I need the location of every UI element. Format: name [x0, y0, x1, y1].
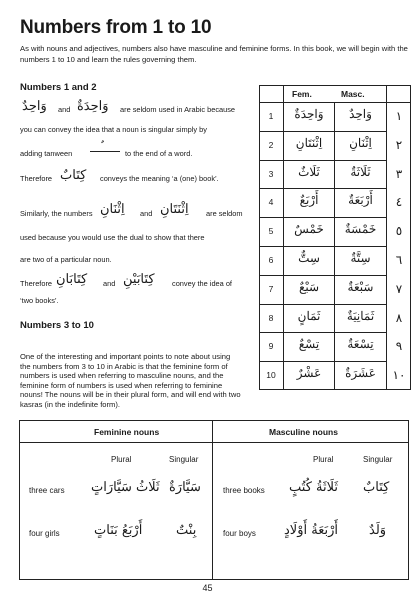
col-masc-header: Masc.	[341, 89, 365, 99]
row-masc: ثَمَانِيَةٌ	[346, 308, 375, 323]
row-fem: اِثْنَتَانِ	[295, 135, 323, 150]
section-paragraph-3-10: One of the interesting and important points to note about using the numbers from 3 to 10 in Arabic is that the feminine form of numbers is used when referring to masculine nouns, and the feminine form of numbers is used when referring to feminine nouns! The nouns will be in their plural form, and will end with two kasras (in the indefinite form).	[20, 352, 241, 409]
row-divider	[259, 217, 387, 218]
text-conveys-1: conveys the meaning ‘a (one) book’.	[100, 174, 219, 183]
text-similarly: Similarly, the numbers	[20, 209, 93, 218]
row-indic-numeral: ١٠	[392, 368, 406, 383]
row-fem: سَبْعٌ	[298, 279, 320, 294]
text-therefore-2: Therefore	[20, 279, 53, 288]
masc-row2-plural: أَرْبَعَةُ أَوْلَادٍ	[284, 523, 338, 538]
fem-plural-label: Plural	[111, 455, 132, 464]
text-and-3: and	[103, 279, 116, 288]
intro-paragraph: As with nouns and adjectives, numbers also have masculine and feminine forms. In this book, we will begin with the numbers 1 to 10 and learn the rules governing them.	[20, 44, 408, 64]
text-and: and	[58, 105, 71, 114]
text-convey-2: convey the idea of	[172, 279, 232, 288]
arabic-ithnani: اِثْنَانِ	[100, 202, 125, 217]
row-indic-numeral: ٤	[395, 195, 403, 210]
text-line1: are seldom used in Arabic because	[120, 105, 236, 114]
row-masc: وَاحِدٌ	[349, 107, 372, 121]
row-number: 10	[266, 370, 276, 381]
arabic-wahid: وَاحِدٌ	[22, 99, 47, 114]
row-divider	[259, 246, 387, 247]
fem-singular-label: Singular	[169, 455, 199, 464]
row-masc: اِثْنَانِ	[349, 135, 372, 150]
row-number: 1	[268, 111, 274, 121]
row-divider	[259, 160, 387, 161]
row-number: 5	[268, 226, 274, 237]
row-divider	[259, 304, 387, 305]
row-divider	[259, 275, 387, 276]
masculine-nouns-header: Masculine nouns	[269, 427, 338, 437]
text-line2: you can convey the idea that a noun is singular simply by	[20, 125, 207, 134]
fem-row1-en: three cars	[29, 486, 65, 495]
row-number: 7	[268, 283, 274, 294]
row-number: 3	[268, 168, 274, 179]
text-line6: used because you would use the dual to show that there	[20, 233, 205, 242]
row-fem: تِسْعٌ	[298, 337, 320, 352]
row-fem: خَمْسٌ	[294, 222, 324, 237]
masc-row1-singular: كِتَابٌ	[363, 480, 390, 495]
row-number: 8	[268, 312, 274, 323]
row-indic-numeral: ٧	[395, 281, 403, 296]
masc-row1-plural: ثَلَاثَةُ كُتُبٍ	[289, 480, 338, 495]
arabic-kitabayni: كِتَابَيْنِ	[123, 272, 155, 287]
masc-row1-en: three books	[223, 486, 265, 495]
page-title: Numbers from 1 to 10	[20, 17, 212, 38]
row-fem: ثَمَانٍ	[297, 308, 321, 323]
masc-singular-label: Singular	[363, 455, 393, 464]
row-divider	[259, 131, 387, 132]
row-indic-numeral: ٩	[395, 339, 403, 354]
col-fem-header: Fem.	[292, 89, 312, 99]
row-masc: خَمْسَةٌ	[344, 222, 377, 237]
row-fem: ثَلَاثٌ	[298, 164, 320, 179]
row-indic-numeral: ٢	[395, 137, 403, 152]
row-fem: وَاحِدَةٌ	[294, 107, 324, 121]
row-indic-numeral: ٣	[395, 166, 403, 181]
text-therefore-1: Therefore	[20, 174, 53, 183]
row-number: 4	[268, 197, 274, 208]
text-line7: are two of a particular noun.	[20, 255, 112, 264]
row-indic-numeral: ٨	[395, 310, 403, 325]
row-fem: سِتٌّ	[298, 251, 320, 265]
text-and-2: and	[140, 209, 153, 218]
arabic-wahida: وَاحِدَةٌ	[77, 99, 109, 114]
fem-row2-en: four girls	[29, 529, 60, 538]
row-fem: أَرْبَعٌ	[299, 193, 319, 208]
row-masc: سِتَّةٌ	[350, 251, 371, 265]
masc-row2-singular: وَلَدٌ	[369, 523, 387, 538]
page-number: 45	[202, 583, 213, 593]
row-indic-numeral: ٦	[395, 253, 403, 267]
masc-row2-en: four boys	[223, 529, 256, 538]
fem-row2-plural: أَرْبَعُ بَنَاتٍ	[94, 523, 143, 538]
feminine-nouns-header: Feminine nouns	[94, 427, 160, 437]
row-indic-numeral: ٥	[395, 224, 403, 239]
row-masc: ثَلَاثَةٌ	[350, 164, 371, 179]
section-heading-1-2: Numbers 1 and 2	[20, 82, 97, 93]
text-line9: ‘two books’.	[20, 296, 59, 305]
fem-row1-plural: ثَلَاثُ سَيَّارَاتٍ	[91, 480, 160, 495]
tanween-blank	[90, 151, 120, 152]
row-fem: عَشْرٌ	[296, 366, 322, 381]
row-divider	[259, 332, 387, 333]
row-masc: عَشَرَةٌ	[345, 366, 376, 381]
text-seldom-2: are seldom	[206, 209, 243, 218]
arabic-kitabun: كِتَابٌ	[60, 168, 87, 183]
row-masc: سَبْعَةٌ	[347, 279, 374, 294]
fem-row1-singular: سَيَّارَةٌ	[169, 480, 201, 495]
text-line3b: to the end of a word.	[125, 149, 193, 158]
section-heading-3-10: Numbers 3 to 10	[20, 320, 94, 331]
row-divider	[259, 188, 387, 189]
row-number: 6	[268, 255, 274, 265]
arabic-ithnatani: اِثْنَتَانِ	[160, 202, 189, 217]
row-number: 2	[268, 139, 274, 150]
row-masc: أَرْبَعَةٌ	[348, 193, 373, 208]
row-indic-numeral: ١	[395, 109, 403, 123]
fem-row2-singular: بِنْتٌ	[176, 523, 197, 538]
text-line3a: adding tanween	[20, 149, 73, 158]
row-number: 9	[268, 341, 274, 352]
arabic-kitabani: كِتَابَانِ	[56, 272, 88, 287]
numbers-table	[259, 85, 411, 390]
row-masc: تِسْعَةٌ	[347, 337, 374, 352]
masc-plural-label: Plural	[313, 455, 334, 464]
row-divider	[259, 361, 387, 362]
nouns-table	[19, 420, 409, 580]
